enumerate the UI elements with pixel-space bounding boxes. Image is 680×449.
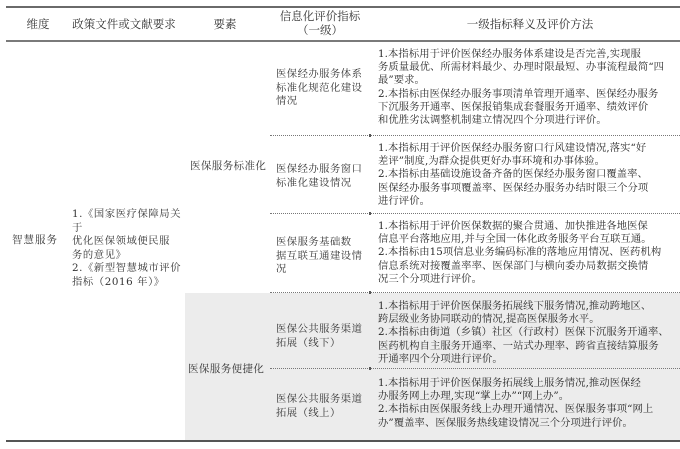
indicator-name	[276, 393, 368, 420]
description-line: 1.本指标用于评价医保经办服务窗口行风建设情况,落实“好	[378, 142, 647, 154]
indicator-description	[378, 300, 676, 366]
indicator-name-line: 医保经办服务窗口	[276, 163, 363, 175]
column-junction-mark	[369, 134, 371, 137]
description-line: 医药机构自主服务开通率、一站式办理率、跨省直接结算服务	[378, 339, 659, 352]
indicator-description	[378, 48, 676, 127]
indicator-description	[378, 377, 676, 430]
header-indicator-line2: （一级）	[297, 23, 343, 37]
description-line: 信息平台落地应用,并与全国一体化政务服务平台互联互通。	[378, 233, 652, 246]
description-line: 1.本指标用于评价医保服务拓展线下服务情况,推动跨地区、	[378, 300, 652, 312]
column-junction-mark	[369, 367, 371, 370]
description-line: 进行评价。	[378, 194, 430, 207]
header-element: 要素	[213, 17, 237, 31]
policy-line: 1.《国家医疗保障局关于	[72, 208, 182, 234]
policy-line: 指标（2016 年）》	[72, 275, 165, 288]
indicator-name-line: 标准化建设情况	[276, 176, 352, 189]
table-bottom-rule	[6, 440, 680, 442]
description-line: 2.本指标由医保经办服务事项清单管理开通率、医保经办服务	[378, 87, 659, 100]
element-convenience: 医保服务便捷化	[188, 363, 265, 375]
indicator-name-line: 医保服务基础数	[276, 236, 352, 248]
description-line: 医保经办服务事项覆盖率、医保经办服务办结时限三个分项	[378, 181, 649, 194]
indicator-description	[378, 220, 676, 286]
description-line: 务质量最优、所需材料最少、办理时限最短、办事流程最简“四	[378, 61, 665, 74]
policy-line: 务的意见》	[72, 248, 127, 261]
indicator-name-line: 据互联互通建设情	[276, 249, 363, 262]
table-top-rule	[6, 6, 680, 8]
indicator-name	[276, 323, 368, 350]
indicator-name-line: 情况	[276, 95, 298, 108]
row-divider	[270, 213, 680, 214]
indicator-name	[276, 236, 368, 277]
table-header-rule	[6, 40, 680, 42]
description-line: 2.本指标由15项信息业务编码标准的落地应用情况、医药机构	[378, 246, 662, 259]
description-line: 2.本指标由基础设施设备齐备的医保经办服务窗口覆盖率、	[378, 168, 648, 181]
description-line: 办服务网上办理,实现“掌上办”“网上办”。	[378, 390, 570, 403]
policy-cell	[72, 208, 184, 290]
row-divider	[270, 292, 680, 293]
dimension-cell: 智慧服务	[12, 234, 58, 246]
row-divider	[270, 368, 680, 369]
description-line: 和优胜劣汰调整机制建立情况四个分项进行评价。	[378, 114, 607, 127]
description-line: 信息系统对接覆盖率率、医保部门与横向委办局数据交换情	[378, 259, 649, 272]
header-indicator-line1: 信息化评价指标	[279, 9, 361, 23]
indicator-name-line: 医保公共服务渠道	[276, 393, 363, 405]
indicator-name-line: 拓展（线上）	[276, 406, 341, 419]
policy-line: 优化医保领域便民服	[72, 235, 171, 248]
description-line: 2.本指标由医保服务线上办理开通情况、医保服务事项“网上	[378, 403, 654, 416]
description-line: 1.本指标用于评价医保服务拓展线上服务情况,推动医保经	[378, 377, 641, 389]
column-junction-mark	[369, 212, 371, 215]
indicator-name-line: 标准化规范化建设	[276, 81, 363, 94]
indicator-name	[276, 163, 368, 190]
description-line: 差评”制度,为群众提供更好办事环境和办事体验。	[378, 155, 606, 168]
description-line: 最”要求。	[378, 74, 425, 87]
indicator-name-line: 医保公共服务渠道	[276, 323, 363, 335]
header-dimension: 维度	[26, 17, 50, 31]
indicator-name-line: 拓展（线下）	[276, 336, 341, 349]
header-indicator	[270, 9, 370, 37]
description-line: 跨层级业务协同联动的情况,提高医保服务水平。	[378, 313, 600, 326]
policy-line: 2.《新型智慧城市评价	[72, 262, 182, 275]
description-line: 开通率四个分项进行评价。	[378, 352, 503, 365]
indicator-description	[378, 142, 676, 208]
row-divider	[270, 135, 680, 136]
indicator-name-line: 况	[276, 263, 287, 276]
description-line: 下沉服务开通率、医保报销集成套餐服务开通率、绩效评价	[378, 100, 649, 113]
description-line: 况三个分项进行评价。	[378, 272, 482, 285]
description-line: 1.本指标用于评价医保经办服务体系建设是否完善,实现服	[378, 48, 641, 60]
description-line: 办”覆盖率、医保服务热线建设情况三个分项进行评价。	[378, 416, 633, 429]
description-line: 1.本指标用于评价医保数据的聚合贯通、加快推进各地医保	[378, 220, 648, 232]
header-policy: 政策文件或文献要求	[72, 17, 176, 31]
indicator-name-line: 医保经办服务体系	[276, 68, 363, 80]
element-standardization: 医保服务标准化	[190, 160, 267, 172]
indicator-name	[276, 68, 368, 109]
column-junction-mark	[369, 291, 371, 294]
description-line: 2.本指标由街道（乡镇）社区（行政村）医保下沉服务开通率、	[378, 326, 669, 339]
header-description: 一级指标释义及评价方法	[466, 17, 594, 31]
